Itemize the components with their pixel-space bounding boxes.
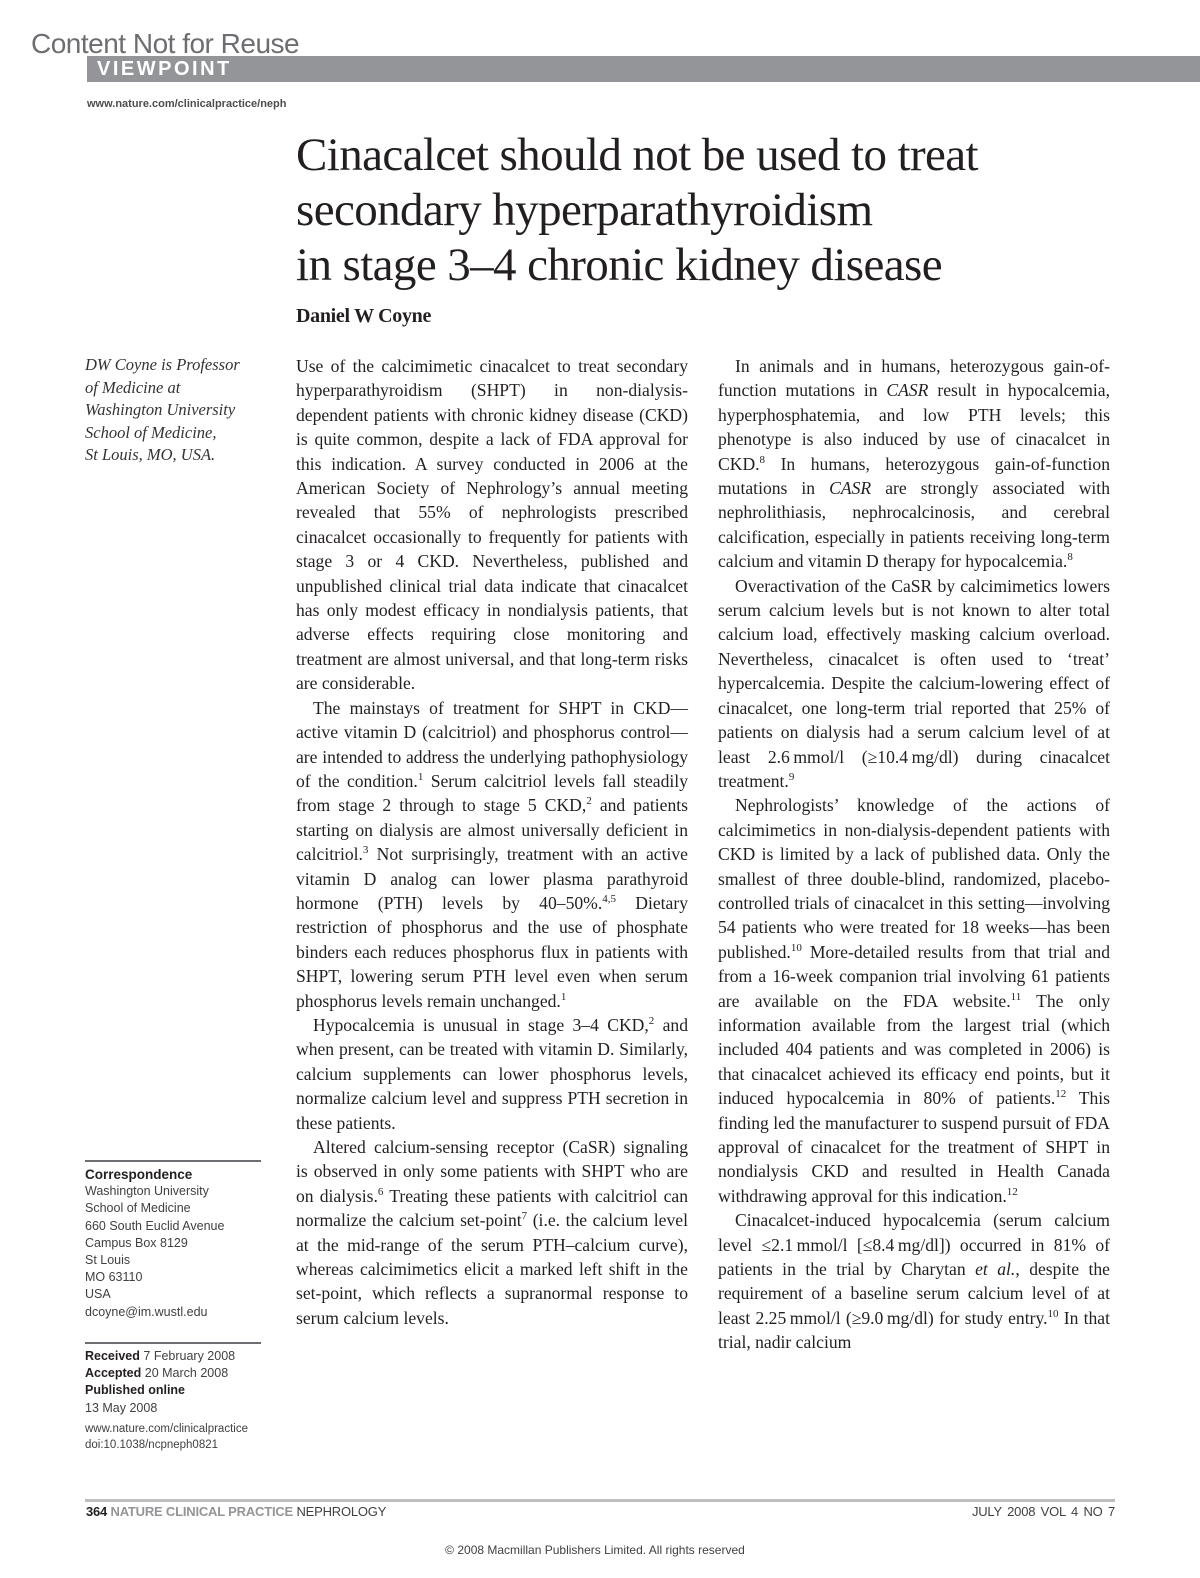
citation[interactable]: 1 <box>560 990 567 1003</box>
published-value: 13 May 2008 <box>85 1400 158 1415</box>
affiliation-line: School of Medicine, <box>85 422 217 442</box>
citation[interactable]: 8 <box>1067 551 1073 564</box>
article-title <box>296 128 1096 293</box>
paragraph: The mainstays of treatment for SHPT in CKD—active vitamin D (calcitriol) and phosphorus control—are intended to address the underlying pathophysiology of the condition.$^1$ Serum calcitriol levels fall steadily from stage 2 through to stage 5 CKD,$^2$ and patients starting on dialysis are almost universally deficient in calcitriol.$^3$ Not surprisingly, treatment with an active vitamin D analog can lower plasma parathyroid hormone (PTH) levels by 40–50%.$^{4,5}$ Dietary restriction of phosphorus and the use of phosphate binders each reduces phosphorus flux in patients with SHPT, lowering serum PTH level even when serum phosphorus levels remain unchanged.$^1$ <box>296 697 689 1011</box>
copyright-notice: © 2008 Macmillan Publishers Limited. All rights reserved <box>445 1543 745 1557</box>
address-line: USA <box>85 1287 111 1302</box>
divider <box>85 1160 261 1162</box>
address-line: St Louis <box>85 1253 131 1268</box>
citation[interactable]: 7 <box>521 1210 528 1223</box>
title-line: Cinacalcet should not be used to treat <box>296 129 978 181</box>
address-line: 660 South Euclid Avenue <box>85 1218 225 1233</box>
citation[interactable]: 3 <box>362 844 369 857</box>
affiliation-line: Washington University <box>85 400 236 420</box>
journal-url[interactable]: www.nature.com/clinicalpractice/neph <box>87 98 287 110</box>
published-label-text: Published online <box>85 1383 186 1398</box>
dates-block <box>85 1342 261 1453</box>
paragraph: Altered calcium-sensing receptor (CaSR) signaling is observed in only some patients with SHPT who are on dialysis.$^6$ Treating these patients with calcitriol can normalize the calcium set-point$^7$ (i.e. the calcium level at the mid-range of the serum PTH–calcium curve), whereas calcimimetics elicit a marked left shift in the set-point, which reflects a supranormal response to serum calcium levels. <box>296 1137 689 1328</box>
citation[interactable]: 2 <box>586 795 592 808</box>
affiliation-line: St Louis, MO, USA. <box>85 445 216 465</box>
citation[interactable]: 10 <box>790 941 802 954</box>
gene-name: CASR <box>886 380 929 401</box>
author-affiliation <box>85 354 275 467</box>
address-line: MO 63110 <box>85 1270 143 1285</box>
footer-issue: JULY 2008 VOL 4 NO 7 <box>971 1504 1115 1519</box>
author-name: Daniel W Coyne <box>296 305 432 327</box>
citation[interactable]: 4,5 <box>602 892 616 905</box>
citation[interactable]: 12 <box>1055 1088 1067 1101</box>
gene-name: CASR <box>829 478 872 499</box>
footer-journal <box>86 1504 386 1519</box>
section-label: VIEWPOINT <box>97 58 232 80</box>
citation[interactable]: 11 <box>1010 990 1022 1003</box>
divider <box>85 1342 261 1344</box>
citation[interactable]: 6 <box>377 1185 384 1198</box>
body-column-1 <box>296 354 688 1330</box>
citation[interactable]: 8 <box>759 453 766 466</box>
paragraph: Cinacalcet-induced hypocalcemia (serum calcium level ≤2.1 mmol/l [≤8.4 mg/dl]) occurred in 81% of patients in the trial by Charytan et al., despite the requirement of a baseline serum calcium level of at least 2.25 mmol/l (≥9.0 mg/dl) for study entry.$^{10}$ In that trial, nadir calcium <box>718 1210 1110 1353</box>
affiliation-line: DW Coyne is Professor <box>85 355 240 374</box>
italic-text: et al. <box>975 1259 1016 1280</box>
journal-section: NEPHROLOGY <box>296 1504 387 1519</box>
address-line: Campus Box 8129 <box>85 1235 188 1250</box>
paragraph: Use of the calcimimetic cinacalcet to treat secondary hyperparathyroidism (SHPT) in non-dialysis-dependent patients with chronic kidney disease (CKD) is quite common, despite a lack of FDA approval for this indication. A survey conducted in 2006 at the American Society of Nephrology’s annual meeting revealed that 55% of nephrologists prescribed cinacalcet occasionally to frequently for patients with stage 3 or 4 CKD. Nevertheless, published and unpublished clinical trial data indicate that cinacalcet has only modest efficacy in nondialysis patients, that adverse effects requiring close monitoring and treatment are almost universal, and that long-term risks are considerable. <box>296 356 688 694</box>
paragraph: Nephrologists’ knowledge of the actions of calcimimetics in non-dialysis-dependent patients with CKD is limited by a lack of published data. Only the smallest of three double-blind, randomized, placebo-controlled trials of cinacalcet in this setting—involving 54 patients who were treated for 18 weeks—has been published.$^{10}$ More-detailed results from that trial and from a 16-week companion trial involving 61 patients are available on the FDA website.$^{11}$ The only information available from the largest trial (which included 404 patients and was completed in 2006) is that cinacalcet achieved its efficacy end points, but it induced hypocalcemia in 80% of patients.$^{12}$ This finding led the manufacturer to suspend pursuit of FDA approval of cinacalcet for the treatment of SHPT in nondialysis CKD and resulted in Health Canada withdrawing approval for this indication.$^{12}$ <box>718 795 1111 1206</box>
affiliation-line: of Medicine at <box>85 377 181 397</box>
email-link[interactable]: dcoyne@im.wustl.edu <box>85 1304 208 1319</box>
section-banner <box>87 56 1200 82</box>
citation[interactable]: 10 <box>1047 1307 1059 1320</box>
address-line: Washington University <box>85 1184 209 1199</box>
received-label: Received <box>85 1349 140 1363</box>
footer-divider <box>85 1499 1115 1502</box>
body-column-2 <box>718 354 1110 1355</box>
accepted-value: 20 March 2008 <box>144 1366 229 1381</box>
journal-name: NATURE CLINICAL PRACTICE <box>110 1504 294 1519</box>
citation[interactable]: 1 <box>417 770 424 783</box>
received-value: 7 February 2008 <box>143 1349 236 1363</box>
title-line: in stage 3–4 chronic kidney disease <box>296 239 942 291</box>
citation[interactable]: 12 <box>1006 1185 1018 1198</box>
page-number: 364 <box>86 1504 108 1519</box>
article-url[interactable]: www.nature.com/clinicalpractice <box>85 1422 248 1435</box>
title-line: secondary hyperparathyroidism <box>296 184 873 236</box>
correspondence-heading: Correspondence <box>85 1167 193 1182</box>
published-label <box>85 1382 261 1399</box>
paragraph: In animals and in humans, heterozygous gain-of-function mutations in CASR result in hypocalcemia, hyperphosphatemia, and low PTH levels; this phenotype is also induced by use of cinacalcet in CKD.$^8$ In humans, heterozygous gain-of-function mutations in CASR are strongly associated with nephrolithiasis, nephrocalcinosis, and cerebral calcification, especially in patients receiving long-term calcium and vitamin D therapy for hypocalcemia.$^8$ <box>718 356 1110 572</box>
received-date <box>85 1348 261 1365</box>
accepted-label: Accepted <box>85 1366 142 1381</box>
address-line: School of Medicine <box>85 1201 191 1216</box>
paragraph: Overactivation of the CaSR by calcimimetics lowers serum calcium levels but is not known to alter total calcium load, effectively masking calcium overload. Nevertheless, cinacalcet is often used to ‘treat’ hypercalcemia. Despite the calcium-lowering effect of cinacalcet, one long-term trial reported that 25% of patients on dialysis had a serum calcium level of at least 2.6 mmol/l (≥10.4 mg/dl) during cinacalcet treatment.$^9$ <box>718 575 1110 791</box>
citation[interactable]: 2 <box>648 1014 655 1027</box>
doi[interactable]: doi:10.1038/ncpneph0821 <box>85 1438 219 1451</box>
correspondence-block <box>85 1160 261 1321</box>
paragraph: Hypocalcemia is unusual in stage 3–4 CKD,$^2$ and when present, can be treated with vitamin D. Similarly, calcium supplements can lower phosphorus levels, normalize calcium level and suppress PTH secretion in these patients. <box>296 1014 688 1133</box>
citation[interactable]: 9 <box>788 770 795 783</box>
accepted-date <box>85 1365 261 1382</box>
watermark: Content Not for Reuse <box>31 28 300 59</box>
